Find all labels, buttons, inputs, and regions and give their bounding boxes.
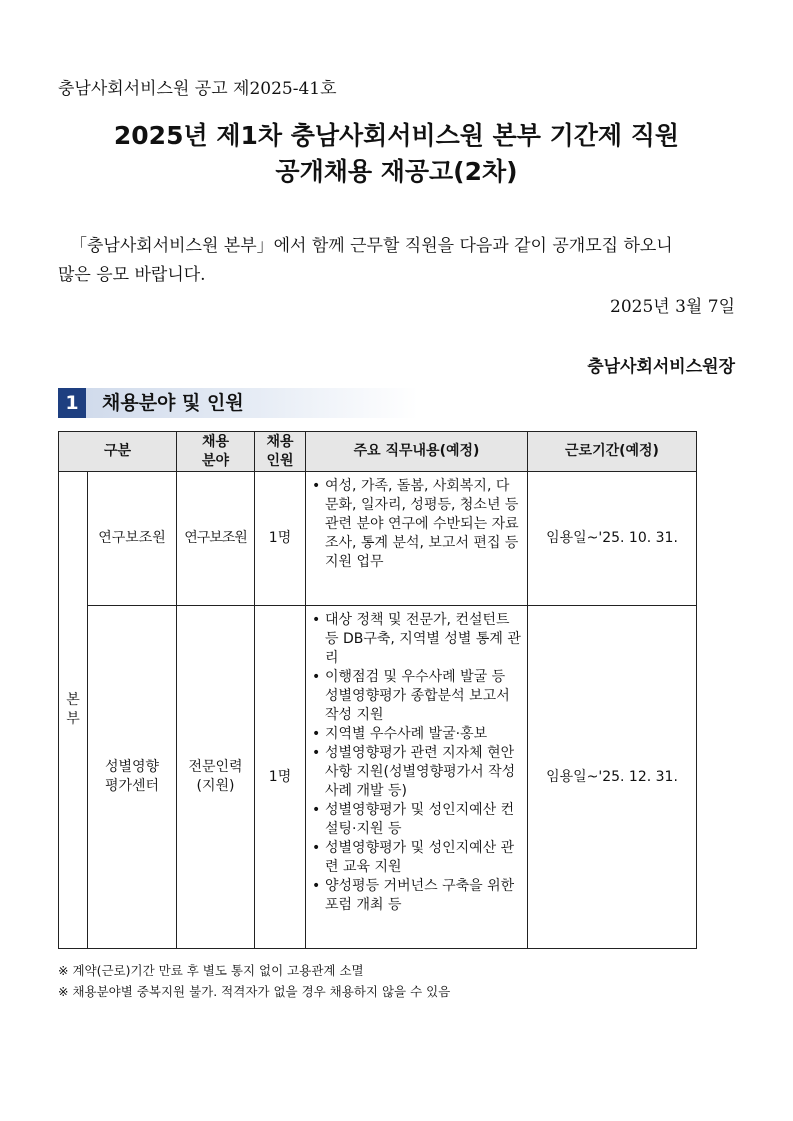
duty-item: • 이행점검 및 우수사례 발굴 등 성별영향평가 종합분석 보고서 작성 지원	[312, 668, 521, 725]
footnotes	[58, 960, 450, 1002]
recruitment-table	[58, 431, 697, 949]
group-cell	[59, 472, 88, 949]
row1-field: 연구보조원	[177, 472, 255, 606]
row2-field-line-2: (지원)	[196, 778, 235, 794]
notice-number: 충남사회서비스원 공고 제2025-41호	[58, 79, 337, 99]
row2-field-line-1: 전문인력	[188, 759, 243, 775]
section-number: 1	[58, 388, 86, 418]
row2-dept-line-2: 평가센터	[104, 778, 160, 794]
duty-item: • 성별영향평가 및 성인지예산 컨설팅·지원 등	[312, 801, 521, 839]
header-count	[255, 432, 306, 472]
intro-line-2: 많은 응모 바랍니다.	[58, 265, 206, 285]
footnote: ※ 채용분야별 중복지원 불가. 적격자가 없을 경우 채용하지 않을 수 있음	[58, 984, 451, 999]
duty-item: • 양성평등 거버넌스 구축을 위한 포럼 개최 등	[312, 877, 521, 915]
header-field	[177, 432, 255, 472]
page-title-line-1: 2025년 제1차 충남사회서비스원 본부 기간제 직원	[113, 121, 680, 150]
header-division: 구분	[59, 432, 177, 472]
table-row	[59, 472, 697, 606]
row2-count: 1명	[255, 606, 306, 949]
page-title-line-2: 공개채용 재공고(2차)	[275, 157, 518, 186]
header-count-line-1: 채용	[266, 433, 294, 450]
duty-item: • 성별영향평가 관련 지자체 현안사항 지원(성별영향평가서 작성 사례 개발 등)	[312, 744, 521, 801]
duty-item: • 지역별 우수사례 발굴·홍보	[312, 725, 521, 744]
header-field-line-1: 채용	[201, 433, 230, 450]
row2-period: 임용일~'25. 12. 31.	[528, 606, 697, 949]
group-label-char-2: 부	[66, 711, 80, 727]
header-period: 근로기간(예정)	[528, 432, 697, 472]
announcement-date: 2025년 3월 7일	[610, 297, 735, 317]
row1-count: 1명	[255, 472, 306, 606]
row1-dept: 연구보조원	[88, 472, 177, 606]
row2-dept-line-1: 성별영향	[104, 759, 160, 775]
row2-dept	[88, 606, 177, 949]
section-header	[58, 388, 418, 418]
row2-field	[177, 606, 255, 949]
row1-duties	[306, 472, 528, 606]
duty-item: • 여성, 가족, 돌봄, 사회복지, 다문화, 일자리, 성평등, 청소년 등 관련 분야 연구에 수반되는 자료 조사, 통계 분석, 보고서 편집 등 지원 업무	[312, 477, 521, 572]
row2-duties	[306, 606, 528, 949]
intro-line-1: 「충남사회서비스원 본부」에서 함께 근무할 직원을 다음과 같이 공개모집 하오니	[70, 236, 673, 256]
duty-item: • 대상 정책 및 전문가, 컨설턴트 등 DB구축, 지역별 성별 통계 관리	[312, 611, 521, 668]
signer: 충남사회서비스원장	[587, 357, 735, 377]
group-label-char-1: 본	[66, 692, 80, 708]
header-count-line-2: 인원	[266, 452, 294, 469]
table-row	[59, 606, 697, 949]
duty-item: • 성별영향평가 및 성인지예산 관련 교육 지원	[312, 839, 521, 877]
section-title: 채용분야 및 인원	[102, 392, 244, 414]
row1-period: 임용일~'25. 10. 31.	[528, 472, 697, 606]
table-header-row	[59, 432, 697, 472]
header-duties: 주요 직무내용(예정)	[306, 432, 528, 472]
header-field-line-2: 분야	[201, 452, 230, 469]
footnote: ※ 계약(근로)기간 만료 후 별도 통지 없이 고용관계 소멸	[58, 963, 364, 978]
